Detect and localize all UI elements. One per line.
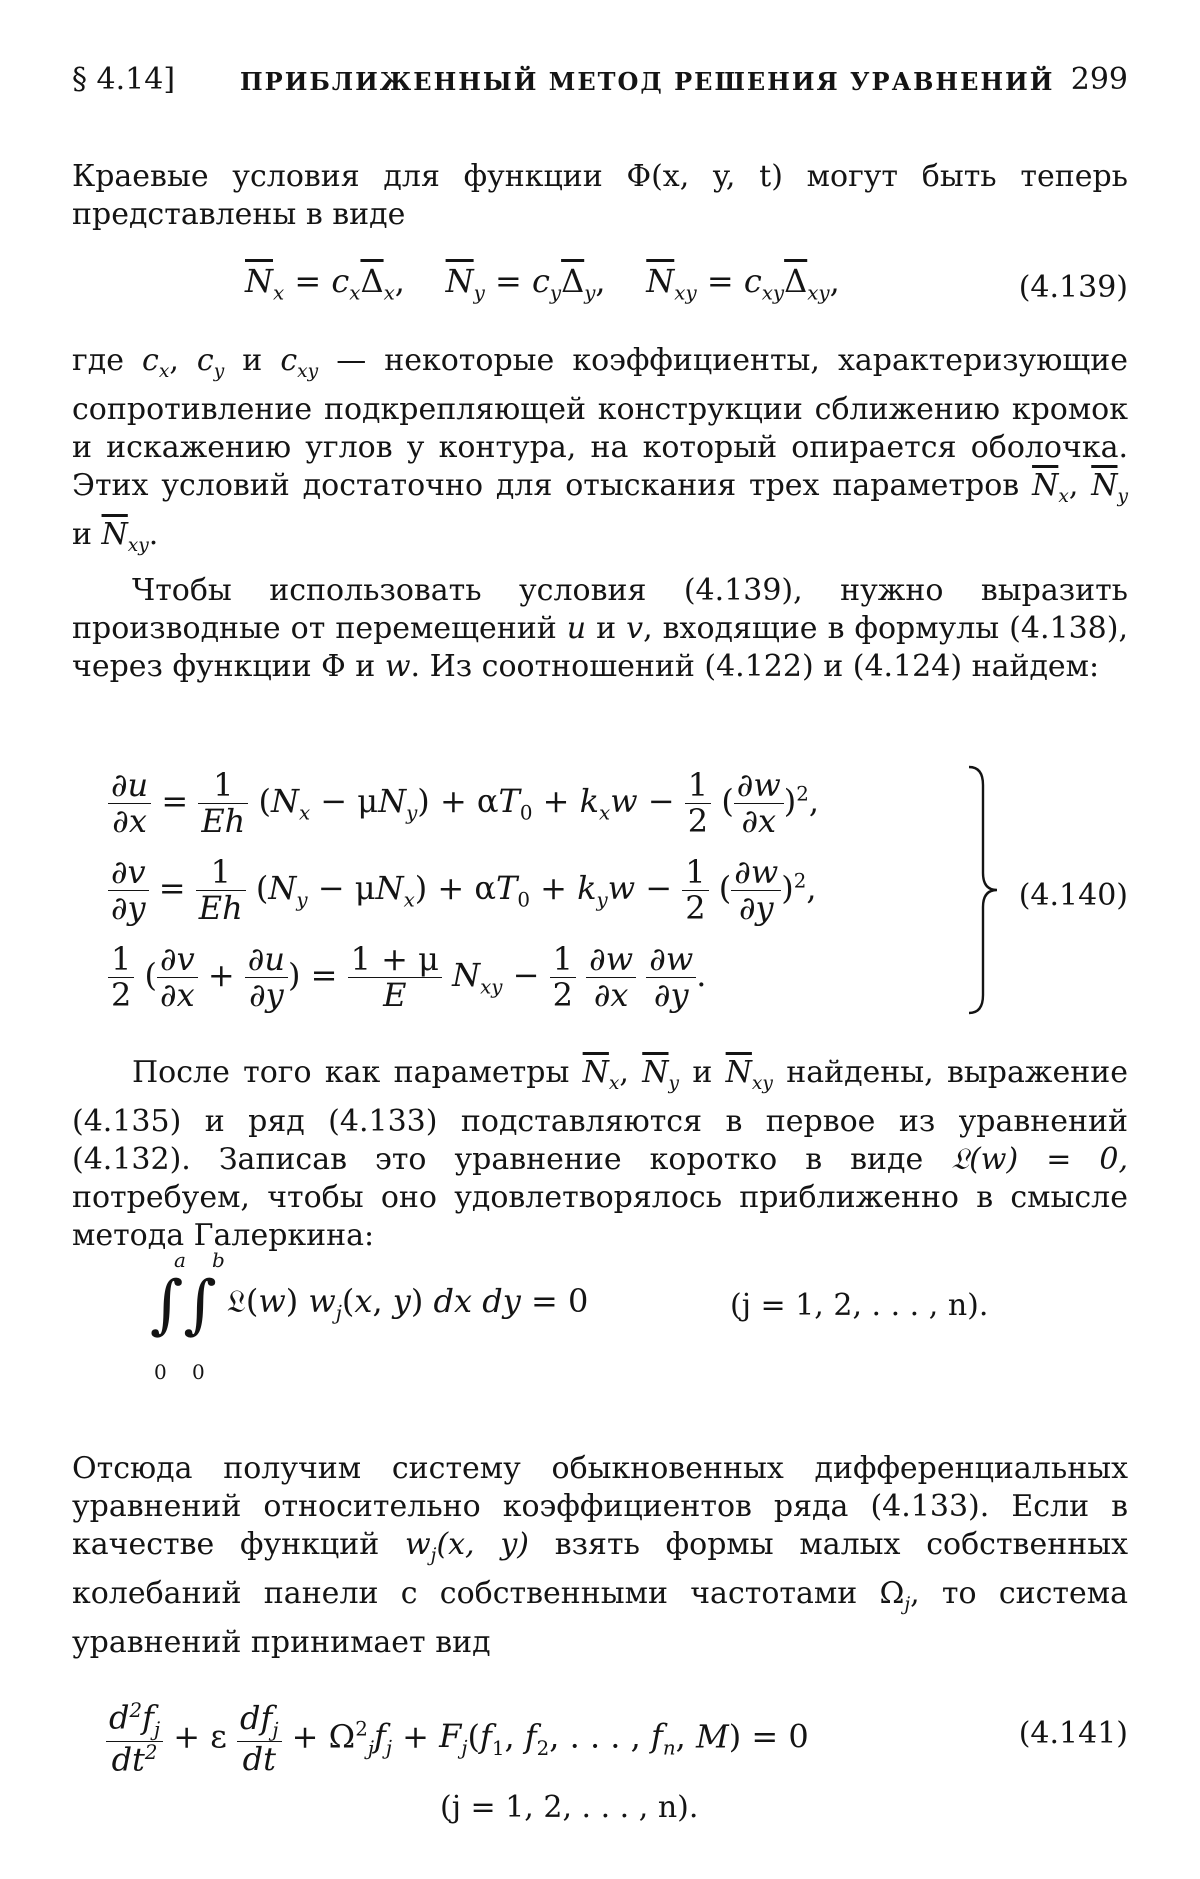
p3-text-b: и — [596, 611, 617, 646]
integral-sign-2: ∫ — [183, 1268, 217, 1342]
p5-text-a: Отсюда получим систему обыкновенных дифференциальных уравнений относительно коэффициентов ряда (4.133). Если в качестве функций — [72, 1451, 1128, 1562]
equation-4-140-line-3: $\frac{1}{2}$ ( $\frac{\partial v}{\partial x}$ + $\frac{\partial u}{\partial y}$ ) = $\frac{1 + \mu}{E}$ $N_{xy}$ − $\frac{1}{2}$ $\frac{\partial w}{\partial x}$ $\frac{\partial w}{\partial y}$ . — [108, 942, 706, 1013]
p5-text-f: , то система уравнений принимает вид — [72, 1576, 1128, 1660]
p5-w: w — [404, 1527, 431, 1562]
p4-text-e: потребуем, чтобы оно удовлетворялось приближенно в смысле метода Галеркина: — [72, 1180, 1128, 1253]
p5-xy: (x, y) — [436, 1527, 530, 1562]
section-number: § 4.14] — [72, 62, 176, 97]
equation-number-4-139: (4.139) — [1018, 270, 1128, 305]
paragraph-4: После того как параметры $\overline{N}_x$, $\overline{N}_y$ и $\overline{N}_{xy}$ найдены, выражение (4.135) и ряд (4.133) подставляются в первое из уравнений (4.132). Записав это уравнение коротко в виде 𝔏(w) = 0, потребуем, чтобы оно удовлетворялось приближенно в смысле метода Галеркина: — [72, 1055, 1128, 1253]
lower-limit-2: 0 — [192, 1360, 205, 1384]
p2-rest: — некоторые коэффициенты, характеризующие сопротивление подкрепляющей конструкции сближению кромок и искажению углов у контура, на который опирается оболочка. Этих условий достаточно для отыскания трех параметров — [72, 343, 1128, 503]
paragraph-1-text: Краевые условия для функции Φ(x, y, t) могут быть теперь представлены в виде — [72, 159, 1128, 232]
p3-text-c: , входящие в формулы (4.138), через функции Φ и — [72, 611, 1128, 684]
p4-text-b: и — [692, 1055, 713, 1090]
paragraph-1 — [72, 158, 1128, 234]
page-number: 299 — [1070, 62, 1128, 97]
p4-text-c: найдены, выражение (4.135) и ряд (4.133) подставляются в первое из уравнений (4.132). Записав это уравнение коротко в виде — [72, 1055, 1128, 1177]
p3-text-d: . Из соотношений (4.122) и (4.124) найдем: — [410, 649, 1100, 684]
right-brace — [965, 765, 1005, 1015]
running-head — [72, 60, 1128, 100]
equation-number-4-141: (4.141) — [1018, 1716, 1128, 1751]
equation-number-4-140: (4.140) — [1018, 878, 1128, 913]
p5-text-d: взять формы малых собственных колебаний панели с собственными частотами — [72, 1527, 1128, 1611]
equation-4-140-line-1: $\frac{\partial u}{\partial x}$ = $\frac{1}{Eh}$ $(N_x - \mu N_y) + \alpha T_0 + k_xw$ − $\frac{1}{2}$ ( $\frac{\partial w}{\partial x}$ )$^2$, — [108, 768, 819, 839]
p2-lead: где — [72, 343, 124, 378]
p2-and-2: и — [72, 517, 92, 552]
galerkin-condition: (j = 1, 2, . . . , n). — [730, 1288, 989, 1323]
p4-text-a: После того как параметры — [132, 1055, 570, 1090]
running-title: ПРИБЛИЖЕННЫЙ МЕТОД РЕШЕНИЯ УРАВНЕНИЙ — [240, 67, 1055, 96]
upper-limit-a: a — [174, 1248, 186, 1272]
paragraph-2: где $c_x$, $c_y$ и $c_{xy}$ — некоторые коэффициенты, характеризующие сопротивление подкрепляющей конструкции сближению кромок и искажению углов у контура, на который опирается оболочка. Этих условий достаточно для отыскания трех параметров $\overline{N}_x$, $\overline{N}_y$ и $\overline{N}_{xy}$. — [72, 343, 1128, 556]
p3-text-a: Чтобы использовать условия (4.139), нужно выразить производные от перемещений — [72, 573, 1128, 646]
lower-limit-1: 0 — [154, 1360, 167, 1384]
paragraph-3: Чтобы использовать условия (4.139), нужно выразить производные от перемещений u и v, входящие в формулы (4.138), через функции Φ и w. Из соотношений (4.122) и (4.124) найдем: — [72, 573, 1128, 684]
integral-sign: ∫ — [150, 1268, 184, 1342]
equation-4-141: $\frac{d^2f_j}{dt^2}$ + ε $\frac{df_j}{dt}$ + $\Omega^2_jf_j + F_j(f_1$, $f_2$, . . . , $f_n$, M) = 0 — [106, 1700, 809, 1778]
equation-4-140-line-2: $\frac{\partial v}{\partial y}$ = $\frac{1}{Eh}$ $(N_y - \mu N_x) + \alpha T_0 + k_yw$ − $\frac{1}{2}$ ( $\frac{\partial w}{\partial y}$ )$^2$, — [108, 855, 817, 926]
p5-omega: Ω — [879, 1576, 905, 1611]
upper-limit-b: b — [212, 1248, 225, 1272]
equation-4-141-condition: (j = 1, 2, . . . , n). — [440, 1790, 699, 1825]
p4-operator-eq: 𝔏(w) = 0, — [951, 1142, 1128, 1177]
equation-4-139: $\overline{N}_x = c_x\overline{\Delta}_x$, $\overline{N}_y = c_y\overline{\Delta}_y$, $\overline{N}_{xy} = c_{xy}\overline{\Delta}_{xy}$, — [245, 262, 840, 305]
galerkin-equation: a b 0 0 ∫∫ 𝔏(w) $w_j(x$, y) dx dy = 0 — [150, 1248, 589, 1384]
p2-and: и — [242, 343, 263, 378]
paragraph-5: Отсюда получим систему обыкновенных дифференциальных уравнений относительно коэффициентов ряда (4.133). Если в качестве функций $w_j(x$, y) взять формы малых собственных колебаний панели с собственными частотами $\Omega_j$, то система уравнений принимает вид — [72, 1451, 1128, 1660]
